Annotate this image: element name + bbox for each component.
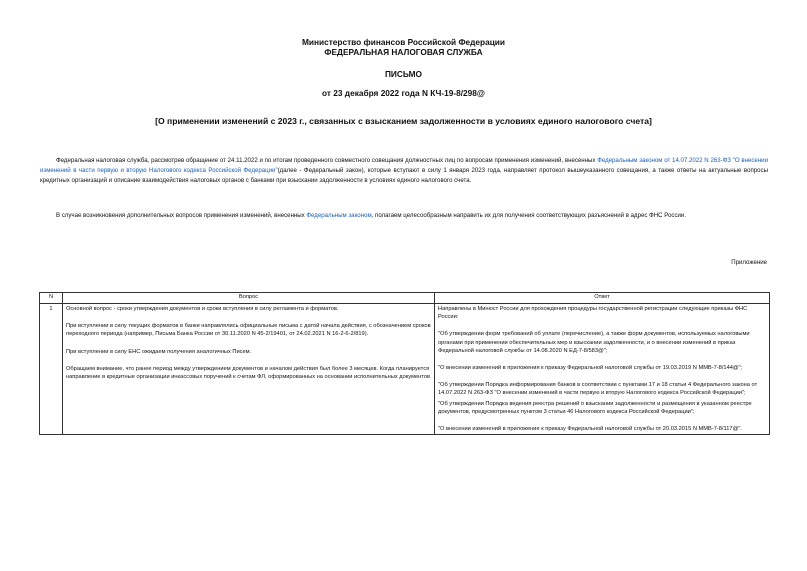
column-header-answer: Ответ (435, 293, 770, 304)
table-row (40, 304, 770, 435)
answer-cell (435, 304, 770, 435)
column-header-question: Вопрос (63, 293, 435, 304)
paragraph-intro-text-b: (далее - Федеральный закон), которые вступают в силу 1 января 2023 года, направляет протокол вышеуказанного совещания, а также ответы на актуальные вопросы кредитных организаций и описание взаимодействия налоговых органов с банками при взыскании задолженности в условиях единого налогового счета. (40, 167, 768, 184)
paragraph-additional-text-a: В случае возникновения дополнительных вопросов применения изменений, внесенных (56, 212, 307, 219)
question-text: Обращаем внимание, что ранее период между утверждением документов и началом действия был более 3 месяцев. Когда планируется направление в кредитные организации инкассовых поручений к счетам ФЛ, оформированных на основании исполнительных документов (66, 365, 431, 381)
question-cell (63, 304, 435, 435)
federal-law-link[interactable]: Федеральным законом от 14.07.2022 N 263-ФЗ "О внесении изменений в части первую и вторую Налогового кодекса Российской Федерации" (40, 157, 768, 174)
question-text: Основной вопрос - сроки утверждения документов и сроки вступления в силу регламента и форматов. (66, 306, 339, 312)
federal-law-link-2[interactable]: Федеральным законом (306, 212, 372, 219)
answer-text: "Об утверждении Порядка информирования банков в соответствии с пунктами 17 и 18 статьи 4 Федерального закона от 14.07.2022 N 263-ФЗ "О внесении изменений в части первую и вторую Налогового кодекса Российской Федерации"; (438, 382, 758, 397)
paragraph-intro-text-a: Федеральная налоговая служба, рассмотрев обращение от 24.11.2022 и по итогам проведенного совместного совещания должностных лиц по вопросам применения изменений, внесенных (56, 157, 598, 164)
qa-table (39, 292, 770, 435)
answer-text: "О внесении изменений в приложения к приказу Федеральной налоговой службы от 19.03.2019 N ММВ-7-8/144@"; (438, 365, 743, 372)
paragraph-additional (40, 211, 768, 221)
question-text: При вступлении в силу текущих форматов в банки направлялись официальные письма с датой начала действия, с обозначением сроков переходного периода (например, Письма Банка России от 30.11.2020 N 45-2/19401, от 24.02.2021 N 16-2-6-2/819). (66, 323, 431, 338)
column-header-n: N (40, 293, 63, 304)
answer-text: "Об утверждении Порядка ведения реестра решений о взыскании задолженности и размещения в указанном реестре документов, предусмотренных пунктом 3 статьи 46 Налогового кодекса Российской Федерации"; (438, 400, 752, 415)
answer-text: "О внесении изменений в приложение к приказу Федеральной налоговой службы от 20.03.2015 N ММВ-7-8/117@". (438, 426, 742, 433)
document-subject: [О применении изменений с 2023 г., связанных с взысканием задолженности в условиях единого налогового счета] (155, 116, 652, 126)
ministry-title: Министерство финансов Российской Федерации (301, 37, 506, 47)
answer-text: Направлены в Минюст России для прохождения процедуры государственной регистрации следующие приказы ФНС России: (438, 306, 748, 321)
table-header-row (40, 293, 770, 304)
row-number: 1 (40, 304, 63, 435)
document-date-number: от 23 декабря 2022 года N КЧ-19-8/298@ (322, 88, 485, 98)
paragraph-additional-text-b: , полагаем целесообразным направить их для получения соответствующих разъяснений в адрес ФНС России. (371, 212, 687, 219)
document-type: ПИСЬМО (384, 69, 423, 79)
appendix-label: Приложение (731, 259, 767, 266)
service-title: ФЕДЕРАЛЬНАЯ НАЛОГОВАЯ СЛУЖБА (324, 47, 483, 57)
question-text: При вступлении в силу ЕНС ожидаем получения аналогичных Писем. (66, 348, 252, 355)
paragraph-intro (40, 156, 768, 186)
answer-text: "Об утверждении форм требований об уплате (перечисление), а также форм документов, используемых налоговыми органами при применении обеспечительных мер и взыскании задолженности, и о внесении изменений в приказ Федеральной налоговой службы от 14.08.2020 N ЕД-7-8/583@"; (438, 331, 750, 354)
